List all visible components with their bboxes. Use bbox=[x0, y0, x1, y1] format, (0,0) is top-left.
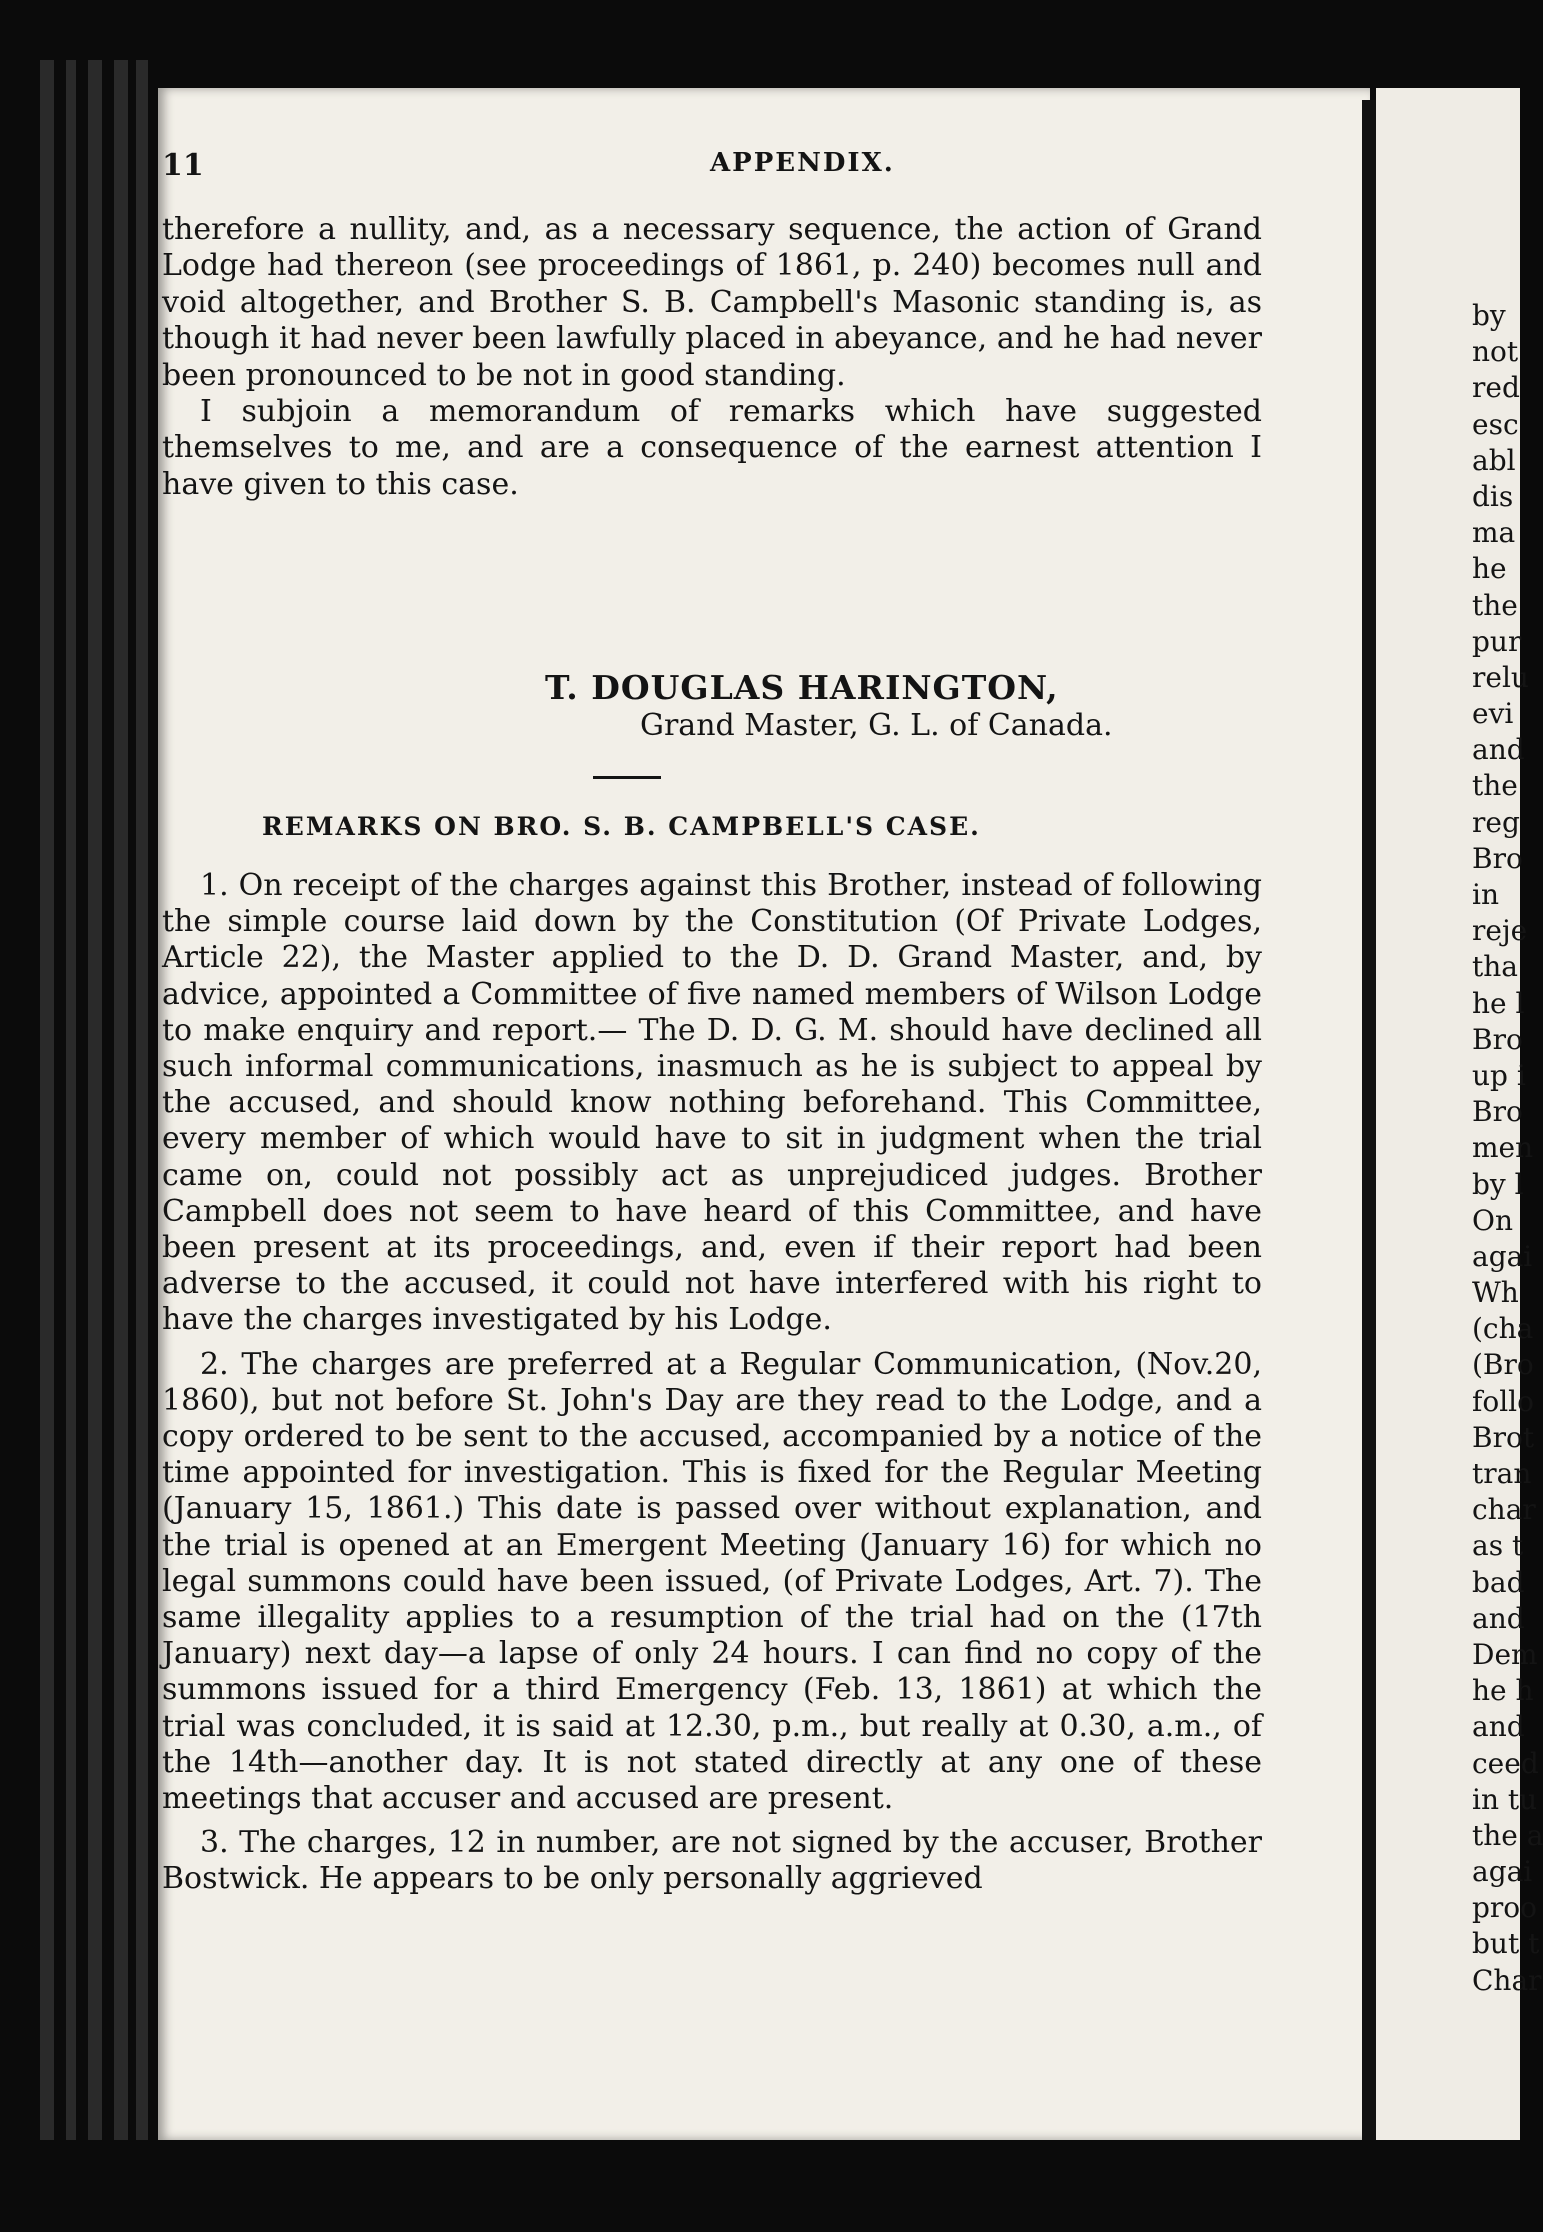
running-head: APPENDIX. bbox=[710, 148, 895, 178]
facing-page-line: Char bbox=[1472, 1963, 1542, 1997]
facing-page-line: in tu bbox=[1472, 1782, 1538, 1816]
facing-page-line: Dem bbox=[1472, 1637, 1538, 1671]
binding-edge bbox=[88, 60, 102, 2140]
facing-page-line: agai bbox=[1472, 1855, 1533, 1889]
page-gutter-divider bbox=[1362, 100, 1376, 2140]
facing-page-line: (cha bbox=[1472, 1312, 1534, 1346]
section-rule bbox=[593, 776, 661, 779]
facing-page-line: but t bbox=[1472, 1927, 1540, 1961]
facing-page-line: as t bbox=[1472, 1529, 1524, 1563]
facing-page-line: men bbox=[1472, 1131, 1534, 1165]
facing-page-line: Bro bbox=[1472, 1095, 1523, 1129]
facing-page-line: On bbox=[1472, 1203, 1513, 1237]
facing-page-line: esc bbox=[1472, 407, 1519, 441]
intro-text bbox=[162, 212, 1262, 503]
facing-page-line: the bbox=[1472, 769, 1518, 803]
section-heading: REMARKS ON BRO. S. B. CAMPBELL'S CASE. bbox=[262, 812, 981, 841]
facing-page-line: by bbox=[1472, 299, 1506, 332]
facing-page-line: tran bbox=[1472, 1457, 1532, 1490]
signature-name: T. DOUGLAS HARINGTON, bbox=[545, 668, 1059, 707]
remark-paragraph: 1. On receipt of the charges against this Brother, instead of following the simple course laid down by the Constitution (Of Private Lodges, Article 22), the Master applied to the D. D. Grand Master, and, by advice, appointed a Committee of five named members of Wilson Lodge to make enquiry and report.— The D. D. G. M. should have declined all such informal communications, inasmuch as he is subject to appeal by the accused, and should know nothing beforehand. This Committee, every member of which would have to sit in judgment when the trial came on, could not possibly act as unprejudiced judges. Brother Campbell does not seem to have heard of this Committee, and have been present at its proceedings, and, even if their report had been adverse to the accused, it could not have interfered with his right to have the charges investigated by his Lodge. bbox=[162, 868, 1262, 1338]
facing-page-line: reje bbox=[1472, 914, 1528, 948]
binding-edge bbox=[114, 60, 128, 2140]
facing-page-line: ma bbox=[1472, 516, 1516, 550]
facing-page-line: pur bbox=[1472, 624, 1522, 658]
facing-page-line: and bbox=[1472, 733, 1525, 767]
facing-page-line: proo bbox=[1472, 1891, 1538, 1925]
facing-page-line: red bbox=[1472, 371, 1520, 405]
facing-page-line: follo bbox=[1472, 1384, 1534, 1418]
page-number: 11 bbox=[162, 148, 204, 183]
facing-page-line: by l bbox=[1472, 1167, 1524, 1201]
remark-paragraph: 3. The charges, 12 in number, are not signed by the accuser, Brother Bostwick. He appears to be only personally aggrieved bbox=[162, 1825, 1262, 1897]
facing-page-line: evi bbox=[1472, 697, 1514, 731]
facing-page-line: he l bbox=[1472, 986, 1525, 1020]
facing-page-line: the a bbox=[1472, 1818, 1543, 1852]
facing-page-line: dis bbox=[1472, 479, 1514, 513]
facing-page-line: Brot bbox=[1472, 1420, 1535, 1454]
facing-page-line: reg bbox=[1472, 805, 1520, 839]
facing-page-line: ceed bbox=[1472, 1746, 1539, 1780]
facing-page-line: not bbox=[1472, 335, 1519, 369]
facing-page-line: (Bro bbox=[1472, 1348, 1534, 1382]
facing-page-line: Wh bbox=[1472, 1276, 1519, 1310]
facing-page-line: Bro bbox=[1472, 1022, 1523, 1056]
facing-page-line: the bbox=[1472, 588, 1518, 622]
facing-page-line: abl bbox=[1472, 443, 1516, 477]
signature-title: Grand Master, G. L. of Canada. bbox=[640, 708, 1113, 743]
facing-page-line: tha bbox=[1472, 950, 1518, 984]
binding-edge bbox=[40, 60, 54, 2140]
facing-page-line: char bbox=[1472, 1493, 1536, 1527]
facing-page-line: in bbox=[1472, 878, 1499, 911]
binding-edge bbox=[66, 60, 76, 2140]
binding-edge bbox=[136, 60, 148, 2140]
facing-page-line: he bbox=[1472, 552, 1507, 586]
facing-page-line: relu bbox=[1472, 660, 1529, 694]
facing-page-line: he h bbox=[1472, 1674, 1534, 1708]
remark-paragraph: 2. The charges are preferred at a Regular Communication, (Nov.20, 1860), but not before St. John's Day are they read to the Lodge, and a copy ordered to be sent to the accused, accompanied by a notice of the time appointed for investigation. This is fixed for the Regular Meeting (January 15, 1861.) This date is passed over without explanation, and the trial is opened at an Emergent Meeting (January 16) for which no legal summons could have been issued, (of Private Lodges, Art. 7). The same illegality applies to a resumption of the trial had on the (17th January) next day—a lapse of only 24 hours. I can find no copy of the summons issued for a third Emergency (Feb. 13, 1861) at which the trial was concluded, it is said at 12.30, p.m., but really at 0.30, a.m., of the 14th—another day. It is not stated directly at any one of these meetings that accuser and accused are present. bbox=[162, 1346, 1262, 1817]
facing-page-line: bad bbox=[1472, 1565, 1525, 1599]
page-header bbox=[162, 148, 1262, 188]
remarks-text bbox=[162, 868, 1262, 1906]
facing-page-line: and bbox=[1472, 1601, 1525, 1635]
facing-page-line: Bro bbox=[1472, 841, 1523, 875]
facing-page-text bbox=[1472, 298, 1543, 1999]
paragraph: therefore a nullity, and, as a necessary sequence, the action of Grand Lodge had thereon (see proceedings of 1861, p. 240) becomes null and void altogether, and Brother S. B. Campbell's Masonic standing is, as though it had never been lawfully placed in abeyance, and he had never been pronounced to be not in good standing. bbox=[162, 212, 1262, 393]
facing-page-line: agai bbox=[1472, 1239, 1533, 1273]
paragraph: I subjoin a memorandum of remarks which have suggested themselves to me, and are a consequence of the earnest attention I have given to this case. bbox=[162, 394, 1262, 502]
facing-page-line: and bbox=[1472, 1710, 1525, 1744]
facing-page-line: up i bbox=[1472, 1058, 1526, 1092]
